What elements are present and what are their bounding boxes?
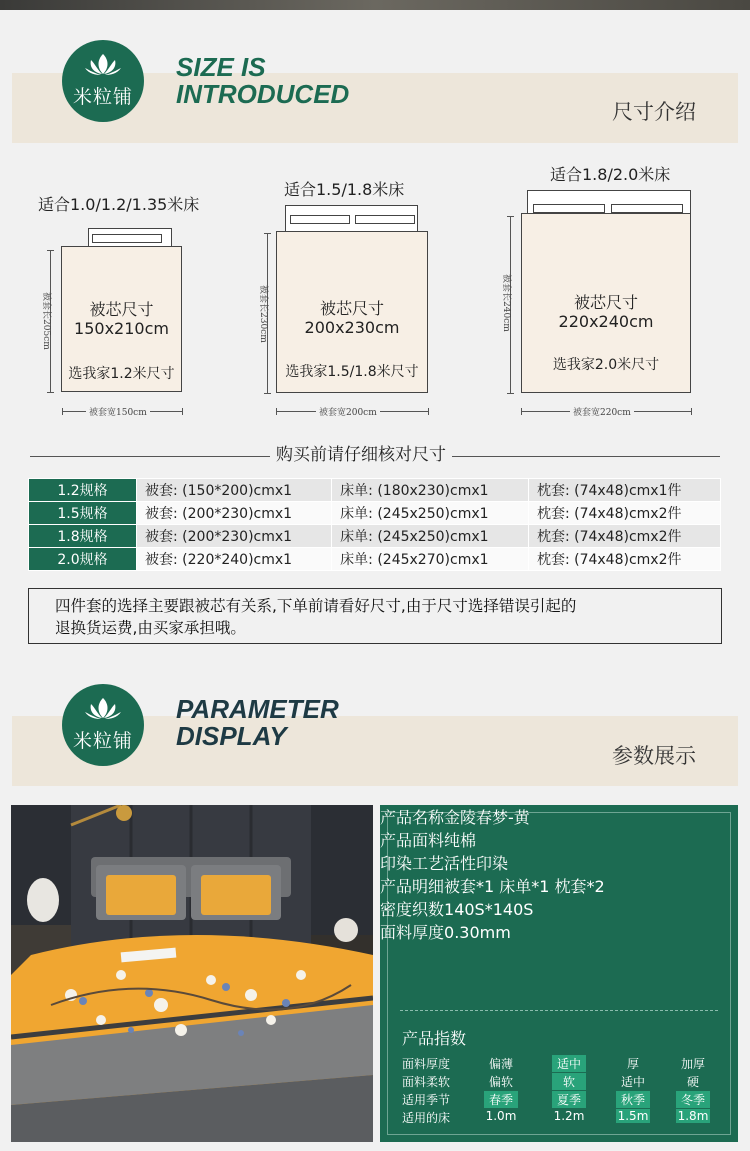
size-title-line1: SIZE IS xyxy=(176,52,266,82)
index-option-selected: 适中 xyxy=(552,1055,586,1072)
bed-fit-label: 适合1.0/1.2/1.35米床 xyxy=(38,195,200,214)
dimension-tick xyxy=(264,233,271,234)
index-option-selected: 1.8m xyxy=(677,1109,709,1123)
dimension-tick xyxy=(507,216,514,217)
param-key: 密度织数 xyxy=(380,900,445,919)
index-row xyxy=(400,1055,720,1071)
index-row xyxy=(400,1109,720,1125)
dimension-tick xyxy=(264,393,271,394)
index-option: 偏薄 xyxy=(488,1057,513,1071)
duvet-outline xyxy=(521,213,691,393)
lotus-icon xyxy=(83,52,123,78)
index-row xyxy=(400,1091,720,1107)
size-title-en xyxy=(176,54,349,108)
duvet-outline xyxy=(276,231,428,393)
index-option-selected: 冬季 xyxy=(676,1091,710,1108)
sheet-cell: 床单: (245x250)cmx1 xyxy=(332,525,529,548)
product-photo xyxy=(11,805,373,1142)
top-photo-strip xyxy=(0,0,750,10)
index-option: 硬 xyxy=(686,1075,699,1089)
param-key: 印染工艺 xyxy=(380,854,445,873)
length-label: 被套长205cm xyxy=(41,292,51,350)
notice-line: 退换货运费,由买家承担哦。 xyxy=(55,619,246,637)
pillow-cell: 枕套: (74x48)cmx2件 xyxy=(528,502,720,525)
width-label: 被套宽150cm xyxy=(86,405,150,418)
size-title-cn: 尺寸介绍 xyxy=(612,100,696,124)
divider xyxy=(400,1010,718,1011)
bed-diagram-3 xyxy=(500,160,700,430)
param-key: 面料厚度 xyxy=(380,923,445,942)
table-row xyxy=(29,502,721,525)
quilt-cell: 被套: (200*230)cmx1 xyxy=(137,525,332,548)
index-option-selected: 秋季 xyxy=(616,1091,650,1108)
param-value: 活性印染 xyxy=(444,854,509,873)
pillow-cell: 枕套: (74x48)cmx1件 xyxy=(528,479,720,502)
width-label: 被套宽200cm xyxy=(316,405,380,418)
param-value: 0.30mm xyxy=(444,923,511,942)
dimension-tick xyxy=(507,393,514,394)
spec-table xyxy=(28,478,721,571)
index-label: 面料厚度 xyxy=(402,1057,451,1071)
sheet-cell: 床单: (245x250)cmx1 xyxy=(332,502,529,525)
bed-diagram-1 xyxy=(30,190,200,430)
param-row xyxy=(380,920,738,943)
width-label: 被套宽220cm xyxy=(570,405,634,418)
index-option-selected: 春季 xyxy=(484,1091,518,1108)
dimension-tick xyxy=(47,392,54,393)
choose-size: 选我家1.5/1.8米尺寸 xyxy=(285,364,419,380)
param-row xyxy=(380,828,738,851)
param-value: 纯棉 xyxy=(444,831,477,850)
lotus-icon xyxy=(83,696,123,722)
dimension-tick xyxy=(691,408,692,415)
spec-label: 1.2规格 xyxy=(29,479,137,502)
table-row xyxy=(29,479,721,502)
index-option-selected: 夏季 xyxy=(552,1091,586,1108)
dimension-tick xyxy=(182,408,183,415)
choose-size: 选我家1.2米尺寸 xyxy=(68,366,175,382)
dimension-tick xyxy=(521,408,522,415)
param-key: 产品明细 xyxy=(380,877,445,896)
duvet-label: 被芯尺寸 xyxy=(573,293,638,312)
param-title-en xyxy=(176,696,339,750)
bed-diagram-2 xyxy=(260,175,440,430)
spec-label: 1.5规格 xyxy=(29,502,137,525)
pillow xyxy=(92,234,162,243)
table-row xyxy=(29,525,721,548)
pillow-cell: 枕套: (74x48)cmx2件 xyxy=(528,525,720,548)
dimension-tick xyxy=(62,408,63,415)
param-key: 产品名称 xyxy=(380,808,445,827)
quilt-cell: 被套: (200*230)cmx1 xyxy=(137,502,332,525)
param-value: 140S*140S xyxy=(444,900,534,919)
size-notice-text xyxy=(55,595,576,639)
duvet-size: 200x230cm xyxy=(304,318,400,337)
index-label: 适用季节 xyxy=(402,1093,451,1107)
pillow xyxy=(533,204,605,213)
index-title: 产品指数 xyxy=(402,1029,467,1048)
param-row xyxy=(380,851,738,874)
sheet-cell: 床单: (245x270)cmx1 xyxy=(332,548,529,571)
quilt-cell: 被套: (150*200)cmx1 xyxy=(137,479,332,502)
check-size-heading xyxy=(30,440,720,470)
index-option: 1.2m xyxy=(553,1109,585,1123)
index-option: 厚 xyxy=(626,1057,639,1071)
spec-label: 2.0规格 xyxy=(29,548,137,571)
duvet-label: 被芯尺寸 xyxy=(319,299,384,318)
duvet-size: 150x210cm xyxy=(74,319,169,338)
param-key: 产品面料 xyxy=(380,831,445,850)
param-title-line1: PARAMETER xyxy=(176,694,339,724)
bedding-illustration xyxy=(11,805,373,1142)
table-row xyxy=(29,548,721,571)
index-label: 适用的床 xyxy=(402,1111,451,1125)
index-option: 适中 xyxy=(620,1075,645,1089)
brand-logo xyxy=(62,684,144,766)
param-row xyxy=(380,874,738,897)
param-value: 被套*1 床单*1 枕套*2 xyxy=(444,877,605,896)
check-size-text: 购买前请仔细核对尺寸 xyxy=(270,440,452,465)
parameters-content xyxy=(380,805,738,1142)
pillow xyxy=(355,215,415,224)
pillow xyxy=(611,204,683,213)
dimension-tick xyxy=(47,250,54,251)
index-option: 1.0m xyxy=(485,1109,517,1123)
index-label: 面料柔软 xyxy=(402,1075,451,1089)
choose-size: 选我家2.0米尺寸 xyxy=(552,357,660,373)
index-option: 偏软 xyxy=(488,1075,513,1089)
quilt-cell: 被套: (220*240)cmx1 xyxy=(137,548,332,571)
index-option-selected: 1.5m xyxy=(617,1109,649,1123)
param-row xyxy=(380,897,738,920)
length-label: 被套长230cm xyxy=(258,285,268,343)
param-title-cn: 参数展示 xyxy=(612,744,696,768)
pillow-cell: 枕套: (74x48)cmx2件 xyxy=(528,548,720,571)
duvet-outline xyxy=(61,246,182,392)
index-option-selected: 软 xyxy=(552,1073,586,1090)
sheet-cell: 床单: (180x230)cmx1 xyxy=(332,479,529,502)
length-label: 被套长240cm xyxy=(501,274,511,332)
notice-line: 四件套的选择主要跟被芯有关系,下单前请看好尺寸,由于尺寸选择错误引起的 xyxy=(55,597,577,615)
bed-fit-label: 适合1.5/1.8米床 xyxy=(284,180,405,199)
brand-logo xyxy=(62,40,144,122)
param-value: 金陵春梦-黄 xyxy=(444,808,530,827)
param-row xyxy=(380,805,738,828)
duvet-label: 被芯尺寸 xyxy=(89,300,154,319)
index-option: 加厚 xyxy=(680,1057,705,1071)
brand-name: 米粒铺 xyxy=(72,730,133,752)
bed-fit-label: 适合1.8/2.0米床 xyxy=(550,165,671,184)
pillow xyxy=(290,215,350,224)
param-title-line2: DISPLAY xyxy=(176,721,287,751)
spec-label: 1.8规格 xyxy=(29,525,137,548)
size-title-line2: INTRODUCED xyxy=(176,79,350,109)
dimension-tick xyxy=(276,408,277,415)
size-notice-box xyxy=(28,588,722,644)
dimension-tick xyxy=(428,408,429,415)
index-row xyxy=(400,1073,720,1089)
brand-name: 米粒铺 xyxy=(72,86,133,108)
duvet-size: 220x240cm xyxy=(558,312,654,331)
